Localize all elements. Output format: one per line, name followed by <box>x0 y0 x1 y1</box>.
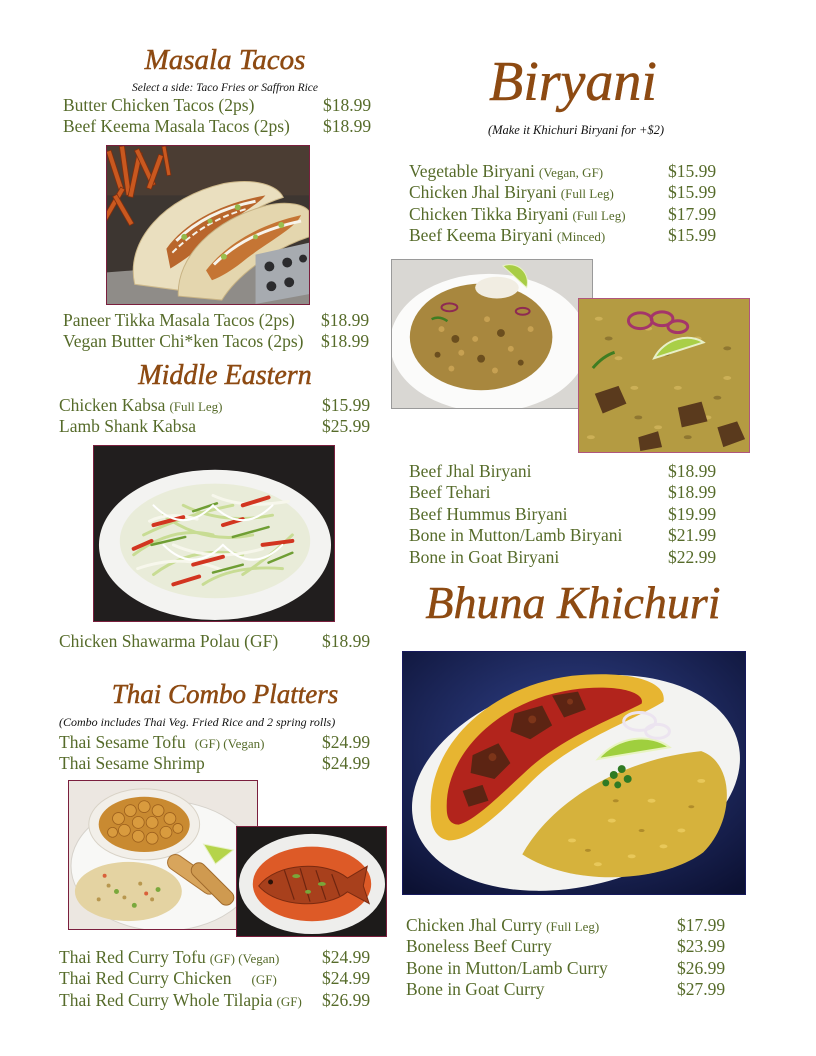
item-name: Thai Red Curry Whole Tilapia <box>59 989 273 1010</box>
menu-item <box>409 203 717 225</box>
biryani-list-top <box>409 161 717 247</box>
biryani-title: Biryani <box>489 51 657 113</box>
tacos-image <box>107 146 309 304</box>
khichuri-image <box>403 652 745 894</box>
menu-item <box>406 957 726 979</box>
tacos-photo <box>106 145 310 305</box>
item-name: Beef Hummus Biryani <box>409 503 568 524</box>
menu-item <box>63 310 370 331</box>
bhuna-khichuri-photo <box>402 651 746 895</box>
menu-item <box>406 915 726 936</box>
thai-combo-title: Thai Combo Platters <box>111 679 339 709</box>
menu-item <box>59 631 371 652</box>
menu-item <box>59 416 371 437</box>
bhuna-khichuri-list <box>406 915 726 1001</box>
menu-item <box>409 461 717 482</box>
masala-tacos-note: Select a side: Taco Fries or Saffron Rice <box>132 82 318 94</box>
masala-tacos-list-top <box>63 95 372 138</box>
item-price: $18.99 <box>321 310 370 330</box>
biryani-list-bottom <box>409 461 717 568</box>
menu-item <box>59 753 371 774</box>
item-detail: (GF) <box>276 993 302 1009</box>
sesame-platter-image <box>69 781 257 929</box>
item-price: $23.99 <box>677 936 726 957</box>
item-price: $15.99 <box>668 161 717 181</box>
item-name: Beef Keema Masala Tacos (2ps) <box>63 116 290 137</box>
item-name: Chicken Kabsa <box>59 395 166 415</box>
menu-item <box>406 979 726 1000</box>
item-name: Bone in Mutton/Lamb Curry <box>406 957 608 978</box>
item-detail: (Full Leg) <box>572 207 626 223</box>
menu-item <box>63 331 370 352</box>
item-name: Paneer Tikka Masala Tacos (2ps) <box>63 310 295 330</box>
item-name: Thai Red Curry Chicken <box>59 968 232 989</box>
item-name: Vegetable Biryani <box>409 161 535 181</box>
item-price: $24.99 <box>322 947 371 967</box>
item-price: $22.99 <box>668 546 717 567</box>
item-price: $24.99 <box>322 753 371 774</box>
bhuna-khichuri-title: Bhuna Khichuri <box>425 577 721 628</box>
item-name: Beef Tehari <box>409 482 491 503</box>
item-price: $19.99 <box>668 503 717 524</box>
thai-combo-note: (Combo includes Thai Veg. Fried Rice and 2 spring rolls) <box>59 715 336 729</box>
item-price: $18.99 <box>668 461 717 481</box>
menu-item <box>63 116 372 137</box>
tilapia-image <box>237 827 386 936</box>
item-name: Beef Keema Biryani <box>409 225 553 246</box>
kabsa-salad-photo <box>93 445 335 622</box>
item-price: $18.99 <box>323 95 372 115</box>
item-price: $15.99 <box>668 225 717 246</box>
item-detail: (Full Leg) <box>169 399 223 414</box>
item-name: Thai Red Curry Tofu <box>59 947 206 967</box>
item-price: $18.99 <box>322 631 371 651</box>
item-price: $26.99 <box>677 957 726 978</box>
menu-item <box>59 968 371 989</box>
item-name: Beef Jhal Biryani <box>409 461 532 481</box>
menu-item <box>406 936 726 957</box>
menu-item <box>409 525 717 546</box>
item-price: $17.99 <box>668 203 717 224</box>
item-name: Thai Sesame Tofu <box>59 732 186 752</box>
middle-eastern-list <box>59 395 371 438</box>
menu-item <box>59 732 371 753</box>
item-price: $18.99 <box>321 331 370 352</box>
item-price: $26.99 <box>322 989 371 1010</box>
middle-eastern-title: Middle Eastern <box>138 360 312 391</box>
shawarma-list <box>59 631 371 652</box>
menu-item <box>59 989 371 1011</box>
item-price: $18.99 <box>668 482 717 503</box>
item-name: Lamb Shank Kabsa <box>59 416 197 437</box>
salad-image <box>94 446 334 621</box>
biryani-plate-photo <box>391 259 593 409</box>
item-price: $18.99 <box>323 116 372 137</box>
thai-red-curry-tilapia-photo <box>236 826 387 937</box>
biryani-closeup-photo <box>578 298 750 453</box>
item-price: $17.99 <box>677 915 726 935</box>
menu-item <box>409 161 717 182</box>
menu-item <box>409 482 717 503</box>
thai-red-curry-list <box>59 947 371 1011</box>
masala-tacos-title: Masala Tacos <box>144 44 306 76</box>
biryani-plate-image <box>392 260 592 408</box>
item-detail: (Minced) <box>556 229 606 245</box>
item-name: Bone in Goat Curry <box>406 979 545 1000</box>
menu-item <box>59 947 371 968</box>
item-name: Bone in Mutton/Lamb Biryani <box>409 525 623 546</box>
masala-tacos-list-bottom <box>63 310 370 353</box>
menu-item <box>409 182 717 203</box>
menu-item <box>409 503 717 525</box>
thai-sesame-platter-photo <box>68 780 258 930</box>
menu-item <box>409 546 717 568</box>
item-detail: (Full Leg) <box>546 919 600 934</box>
item-price: $15.99 <box>668 182 717 203</box>
item-name: Butter Chicken Tacos (2ps) <box>63 95 255 115</box>
item-detail: (Full Leg) <box>560 186 614 202</box>
item-name: Chicken Jhal Biryani <box>409 182 557 203</box>
item-name: Vegan Butter Chi*ken Tacos (2ps) <box>63 331 304 352</box>
item-name: Bone in Goat Biryani <box>409 546 560 567</box>
item-price: $24.99 <box>322 968 371 989</box>
menu-item <box>63 95 372 116</box>
item-detail: (GF) (Vegan) <box>194 736 265 751</box>
item-price: $15.99 <box>322 395 371 415</box>
item-detail: (GF) (Vegan) <box>209 951 280 966</box>
item-detail: (Vegan, GF) <box>538 165 604 180</box>
item-price: $27.99 <box>677 979 726 1000</box>
item-price: $21.99 <box>668 525 717 546</box>
item-detail: (GF) <box>251 972 277 988</box>
item-price: $24.99 <box>322 732 371 752</box>
item-name: Chicken Shawarma Polau (GF) <box>59 631 279 651</box>
item-price: $25.99 <box>322 416 371 437</box>
item-name: Chicken Jhal Curry <box>406 915 543 935</box>
menu-item <box>409 225 717 246</box>
biryani-closeup-image <box>579 299 749 452</box>
item-name: Boneless Beef Curry <box>406 936 552 957</box>
thai-sesame-list <box>59 732 371 775</box>
item-name: Thai Sesame Shrimp <box>59 753 205 774</box>
item-name: Chicken Tikka Biryani <box>409 203 569 224</box>
menu-item <box>59 395 371 416</box>
biryani-note: (Make it Khichuri Biryani for +$2) <box>487 123 665 137</box>
